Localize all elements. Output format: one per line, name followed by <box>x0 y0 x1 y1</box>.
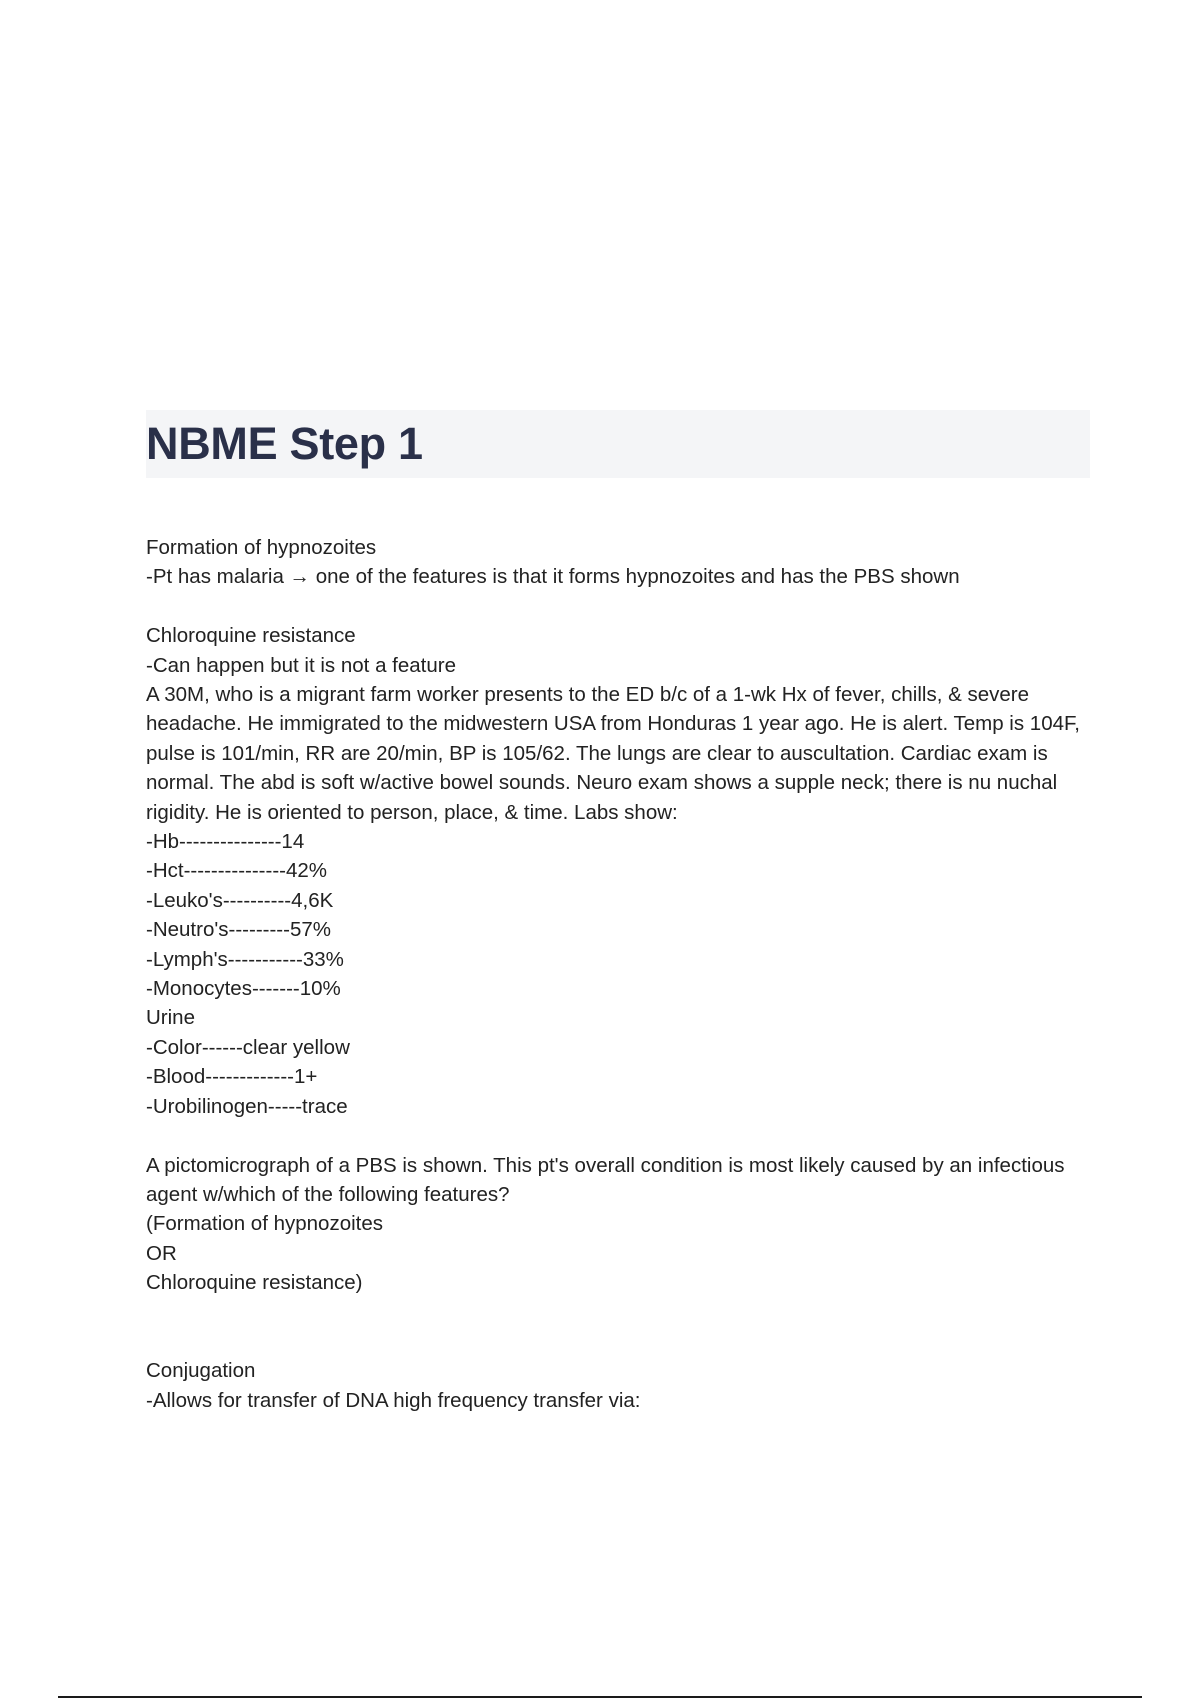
title-band <box>146 410 1090 478</box>
lab-line: -Hct---------------42% <box>146 859 328 883</box>
page-title: NBME Step 1 <box>146 418 423 469</box>
section-heading: Formation of hypnozoites <box>146 536 377 559</box>
section-hypnozoites <box>146 533 1096 592</box>
question-stem: A pictomicrograph of a PBS is shown. This pt's overall condition is most likely caused by an infectious agent w/which of the following features? <box>146 1153 1065 1206</box>
urine-line: -Blood-------------1+ <box>146 1065 318 1089</box>
urine-line: -Color------clear yellow <box>146 1035 350 1059</box>
section-chloroquine <box>146 621 1096 680</box>
answer-separator: OR <box>146 1241 177 1265</box>
lab-line: -Hb---------------14 <box>146 830 305 854</box>
case-vignette <box>146 680 1096 1121</box>
lab-line: -Monocytes-------10% <box>146 977 341 1001</box>
section-note: -Pt has malaria → one of the features is that it forms hypnozoites and has the PBS shown <box>146 565 960 589</box>
section-heading: Conjugation <box>146 1359 256 1383</box>
lab-line: -Neutro's---------57% <box>146 918 331 942</box>
vignette-text: A 30M, who is a migrant farm worker presents to the ED b/c of a 1-wk Hx of fever, chills, & severe headache. He immigrated to the midwestern USA from Honduras 1 year ago. He is alert. Temp is 104F, pulse is 101/min, RR are 20/min, BP is 105/62. The lungs are clear to auscultation. Cardiac exam is normal. The abd is soft w/active bowel sounds. Neuro exam shows a supple neck; there is nu nuchal rigidity. He is oriented to person, place, & time. Labs show: <box>146 683 1080 824</box>
section-note: -Can happen but it is not a feature <box>146 653 456 677</box>
section-heading: Chloroquine resistance <box>146 624 356 648</box>
section-conjugation <box>146 1356 1096 1415</box>
section-note: -Allows for transfer of DNA high frequency transfer via: <box>146 1388 641 1412</box>
document-body <box>146 533 1096 1415</box>
lab-line: -Leuko's----------4,6K <box>146 888 334 912</box>
answer-option: Chloroquine resistance) <box>146 1271 363 1295</box>
question-block <box>146 1151 1096 1298</box>
urine-heading: Urine <box>146 1006 195 1030</box>
urine-line: -Urobilinogen-----trace <box>146 1094 348 1118</box>
footer-divider <box>58 1696 1142 1698</box>
lab-line: -Lymph's-----------33% <box>146 947 344 971</box>
answer-option: (Formation of hypnozoites <box>146 1212 384 1236</box>
